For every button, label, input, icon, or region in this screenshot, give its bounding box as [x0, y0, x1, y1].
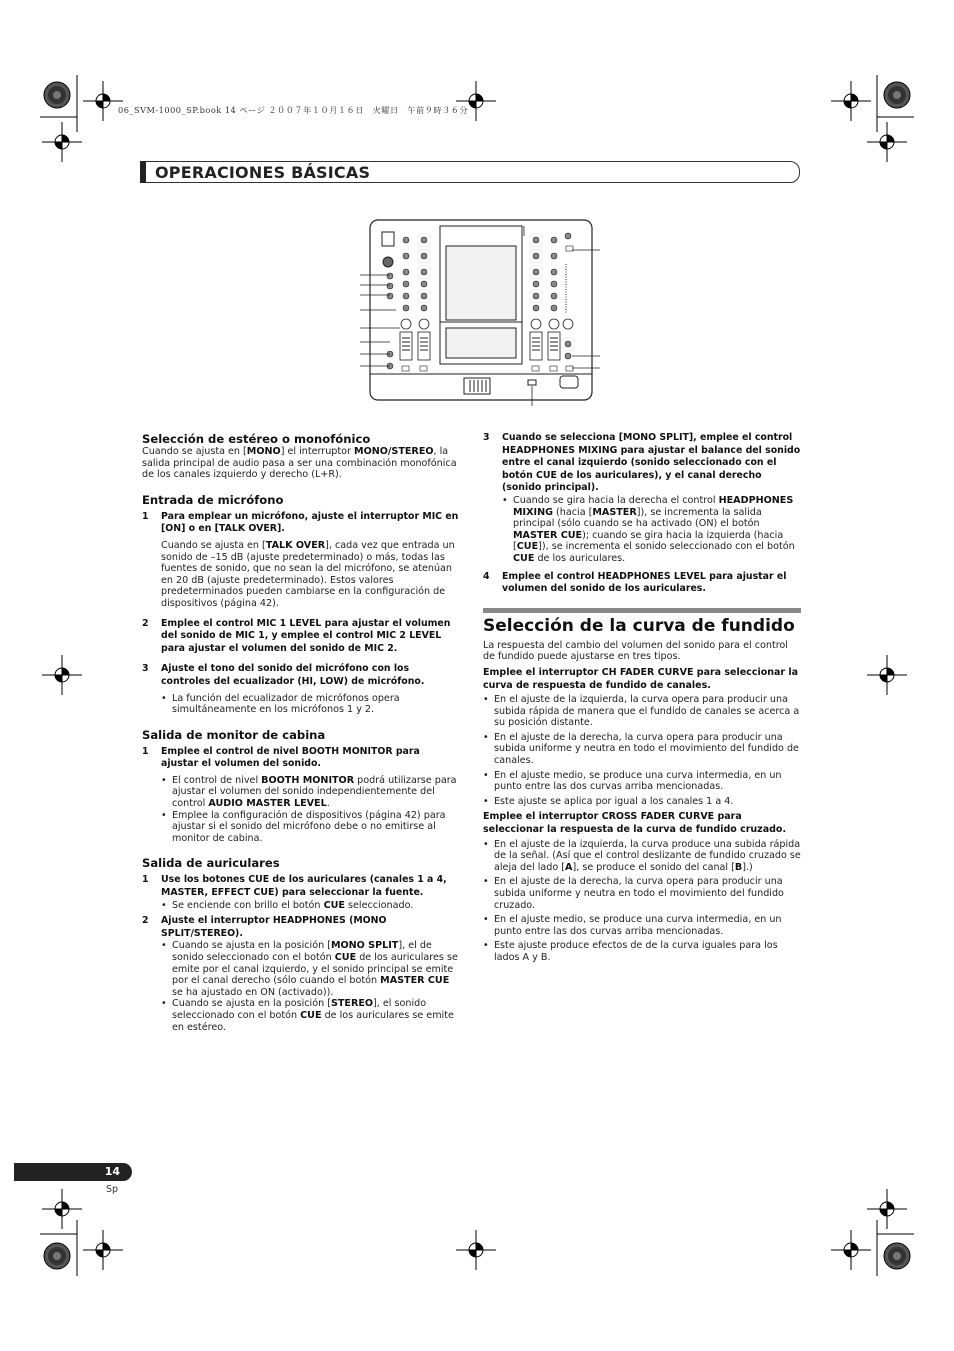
ch-bullet: • En el ajuste de la derecha, la curva opera para producir una subida uniforme y neutra en todo el movimiento del fundido de canales. [483, 732, 801, 767]
cf-bullet: • En el ajuste de la izquierda, la curva produce una subida rápida de la señal. (Así que el control deslizante de fundido cruzado se aleja del lado [A], se produce el sonido del canal [B].) [483, 839, 801, 874]
cf-bullet: • Este ajuste produce efectos de de la curva iguales para los lados A y B. [483, 940, 801, 963]
mic-step-1-text: Cuando se ajusta en [TALK OVER], cada vez que entrada un sonido de –15 dB (ajuste predeterminado) o más, todas las fuentes de sonido, que no sean la del micrófono, se atenúan en 20 dB (ajuste predeterminado). Estos valores predeterminados pueden cambiarse en la configuración de dispositivos (página 42). [161, 539, 455, 609]
mixer-illustration [360, 218, 605, 408]
page-number-tab [14, 1163, 132, 1181]
section-rule [483, 608, 801, 613]
booth-bullet-1: • El control de nivel BOOTH MONITOR podrá utilizarse para ajustar el volumen del sonido independientemente del control AUDIO MASTER LEVEL. [161, 775, 460, 810]
ch-bullet: • Este ajuste se aplica por igual a los canales 1 a 4. [483, 796, 801, 808]
ch-fader-curve-heading: Emplee el interruptor CH FADER CURVE para seleccionar la curva de respuesta de fundido de canales. [483, 666, 799, 691]
cf-bullets [483, 839, 801, 964]
booth-step-1: 1 Emplee el control de nivel BOOTH MONITOR para ajustar el volumen del sonido. [142, 745, 420, 770]
heading-booth-monitor: Salida de monitor de cabina [142, 727, 326, 742]
heading-headphones: Salida de auriculares [142, 856, 280, 871]
fader-curve-intro: La respuesta del cambio del volumen del sonido para el control de fundido puede ajustarse en tres tipos. [483, 639, 788, 663]
ch-bullet: • En el ajuste de la izquierda, la curva opera para producir una subida rápida de manera que el fundido de canales se acerca a su posición distante. [483, 694, 801, 729]
file-info-header: 06_SVM-1000_SP.book 14 ページ ２００７年１０月１６日 火曜日 午前９時３６分 [118, 105, 469, 115]
hp-step-2-bullet-2: • Cuando se ajusta en la posición [STEREO], el sonido seleccionado con el botón CUE de los auriculares se emite en estéreo. [161, 998, 460, 1033]
cross-fader-curve-heading: Emplee el interruptor CROSS FADER CURVE para seleccionar la respuesta de la curva de fundido cruzado. [483, 811, 787, 836]
heading-mic-input: Entrada de micrófono [142, 492, 284, 507]
ch-fader-bullets [483, 694, 801, 807]
hp-step-3: 3 Cuando se selecciona [MONO SPLIT], emplee el control HEADPHONES MIXING para ajustar el balance del sonido entre el canal izquierdo (sonido seleccionado con el botón CUE de los auriculares), y el canal derecho (sonido principal). [483, 432, 801, 494]
section-heading-fader-curve: Selección de la curva de fundido [483, 615, 795, 636]
mic-step-3: 3 Ajuste el tono del sonido del micrófono con los controles del ecualizador (HI, LOW) de micrófono. [142, 663, 425, 687]
cf-bullet: • En el ajuste de la derecha, la curva opera para producir una subida uniforme y neutra en todo el movimiento del fundido cruzado. [483, 876, 801, 911]
page-number: 14 [104, 1165, 120, 1178]
booth-bullet-2: • Emplee la configuración de dispositivos (página 42) para ajustar si el sonido del micrófono debe o no emitirse al monitor de cabina. [161, 810, 460, 845]
language-code: Sp [106, 1184, 119, 1195]
hp-step-2-bullet-1: • Cuando se ajusta en la posición [MONO SPLIT], el de sonido seleccionado con el botón CUE de los auriculares se emite por el canal izquierdo, y el sonido principal se emite por el canal derecho (sólo cuando el botón MASTER CUE se ha ajustado en ON (activado)). [161, 940, 460, 998]
hp-step-4: 4 Emplee el control HEADPHONES LEVEL para ajustar el volumen del sonido de los auriculares. [483, 570, 787, 595]
hp-step-1: 1 Use los botones CUE de los auriculares (canales 1 a 4, MASTER, EFFECT CUE) para seleccionar la fuente. [142, 874, 447, 899]
page-title: OPERACIONES BÁSICAS [155, 163, 371, 182]
mic-step-1: 1 Para emplear un micrófono, ajuste el interruptor MIC en [ON] o en [TALK OVER]. [142, 510, 459, 535]
hp-step-1-bullet: • Se enciende con brillo el botón CUE seleccionado. [161, 900, 460, 912]
heading-stereo-mono: Selección de estéreo o monofónico [142, 432, 371, 446]
hp-step-2: 2 Ajuste el interruptor HEADPHONES (MONO SPLIT/STEREO). [142, 915, 387, 939]
ch-bullet: • En el ajuste medio, se produce una curva intermedia, en un punto entre las dos curvas arriba mencionadas. [483, 770, 801, 793]
stereo-paragraph: Cuando se ajusta en [MONO] el interruptor MONO/STEREO, la salida principal de audio pasa a ser una combinación monofónica de los canales izquierdo y derecho (L+R). [142, 446, 457, 481]
mic-step-3-bullet: • La función del ecualizador de micrófonos opera simultáneamente en los micrófonos 1 y 2. [161, 693, 460, 716]
cf-bullet: • En el ajuste medio, se produce una curva intermedia, en un punto entre las dos curvas arriba mencionadas. [483, 914, 801, 937]
right-column [483, 432, 801, 964]
section-title-bar [140, 161, 800, 183]
left-column [142, 432, 460, 1033]
mic-step-2: 2 Emplee el control MIC 1 LEVEL para ajustar el volumen del sonido de MIC 1, y emplee el control MIC 2 LEVEL para ajustar el volumen del sonido de MIC 2. [142, 617, 451, 654]
hp-step-3-bullet: • Cuando se gira hacia la derecha el control HEADPHONES MIXING (hacia [MASTER]), se incrementa la salida principal (sólo cuando se ha activado (ON) el botón MASTER CUE); cuando se gira hacia la izquierda (hacia [CUE]), se incrementa el sonido seleccionado con el botón CUE de los auriculares. [502, 495, 801, 565]
